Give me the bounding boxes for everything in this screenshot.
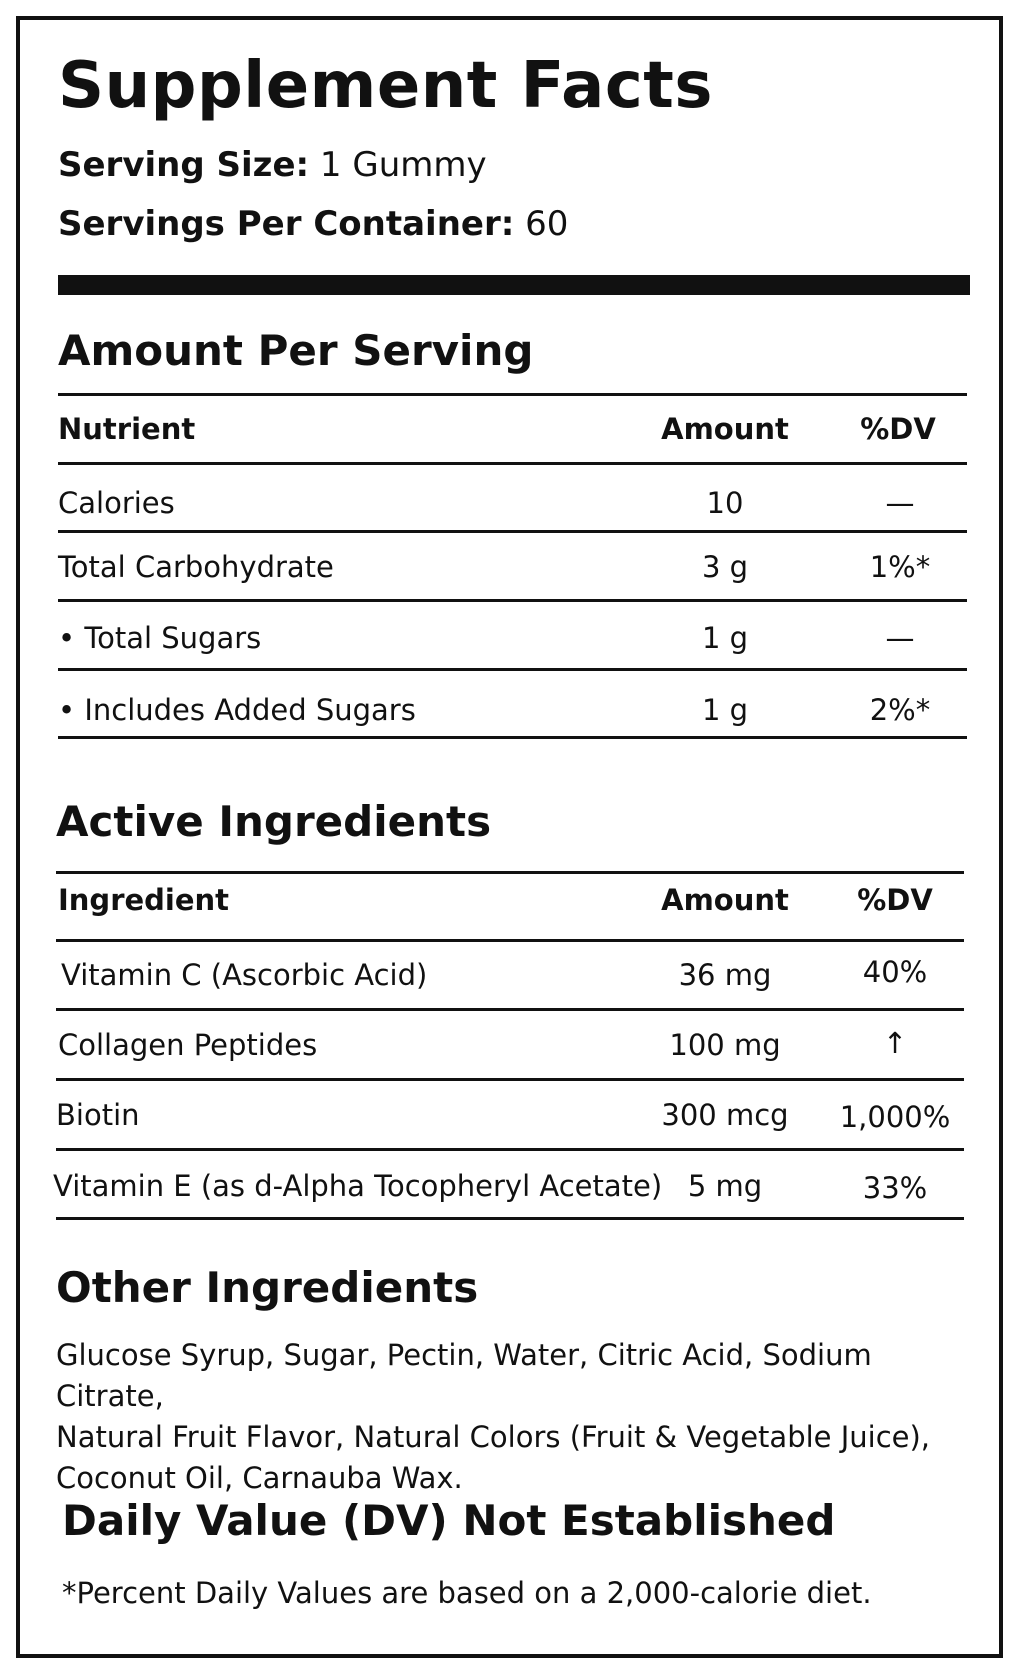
other-ingredients-line: Natural Fruit Flavor, Natural Colors (Fruit & Vegetable Juice), [56,1420,931,1454]
nutrient-name: • Includes Added Sugars [58,693,416,727]
divider [56,939,964,942]
divider [56,1148,964,1151]
servings-per-container [58,202,568,246]
label-title: Supplement Facts [58,49,713,123]
ingredient-name: Collagen Peptides [58,1028,318,1062]
other-ingredients-heading: Other Ingredients [56,1263,479,1312]
nutrient-name: • Total Sugars [58,621,262,655]
column-header-dv: %DV [857,883,933,917]
nutrient-dv: — [885,621,915,655]
divider [56,1078,964,1081]
nutrient-amount: 1 g [701,693,749,727]
ingredient-dv: 1,000% [839,1100,951,1134]
nutrient-name: Total Carbohydrate [58,550,334,584]
other-ingredients-line: Glucose Syrup, Sugar, Pectin, Water, Citric Acid, Sodium Citrate, [56,1338,872,1413]
ingredient-amount: 5 mg [687,1169,763,1203]
servings-per-container-value: 60 [514,204,569,244]
daily-value-heading: Daily Value (DV) Not Established [62,1496,836,1545]
other-ingredients-line: Coconut Oil, Carnauba Wax. [56,1461,463,1495]
ingredient-name: Biotin [56,1098,140,1132]
column-header-amount: Amount [661,883,789,917]
nutrient-dv: 2%* [869,693,931,727]
ingredient-name: Vitamin C (Ascorbic Acid) [61,958,428,992]
column-header-ingredient: Ingredient [58,883,230,917]
ingredient-amount: 36 mg [678,958,772,992]
nutrient-dv: 1%* [869,550,931,584]
divider [58,736,967,739]
ingredient-dv: 33% [862,1171,928,1205]
nutrient-amount: 1 g [701,621,749,655]
divider [58,668,967,671]
divider [56,871,964,874]
ingredient-amount: 300 mcg [661,1098,789,1132]
column-header-amount: Amount [661,412,789,446]
ingredient-dv: 40% [862,955,928,989]
divider [58,393,967,396]
active-ingredients-heading: Active Ingredients [56,797,492,846]
divider [58,462,967,465]
servings-per-container-label: Servings Per Container: [58,204,515,244]
thick-divider [58,275,970,295]
serving-size [58,143,487,187]
amount-per-serving-heading: Amount Per Serving [58,326,534,375]
ingredient-name: Vitamin E (as d-Alpha Tocopheryl Acetate) [53,1169,663,1203]
other-ingredients-list [56,1335,966,1499]
divider [56,1008,964,1011]
serving-size-value: 1 Gummy [309,145,487,185]
ingredient-amount: 100 mg [669,1028,781,1062]
nutrient-name: Calories [58,486,175,520]
nutrient-dv: — [885,486,915,520]
column-header-nutrient: Nutrient [58,412,196,446]
daily-value-footnote: *Percent Daily Values are based on a 2,000-calorie diet. [62,1576,872,1610]
nutrient-amount: 3 g [701,550,749,584]
divider [56,1217,964,1220]
ingredient-dv-arrow-icon: ↑ [882,1026,908,1060]
serving-size-label: Serving Size: [58,145,310,185]
divider [58,599,967,602]
divider [58,530,967,533]
column-header-dv: %DV [860,412,936,446]
nutrient-amount: 10 [706,486,744,520]
